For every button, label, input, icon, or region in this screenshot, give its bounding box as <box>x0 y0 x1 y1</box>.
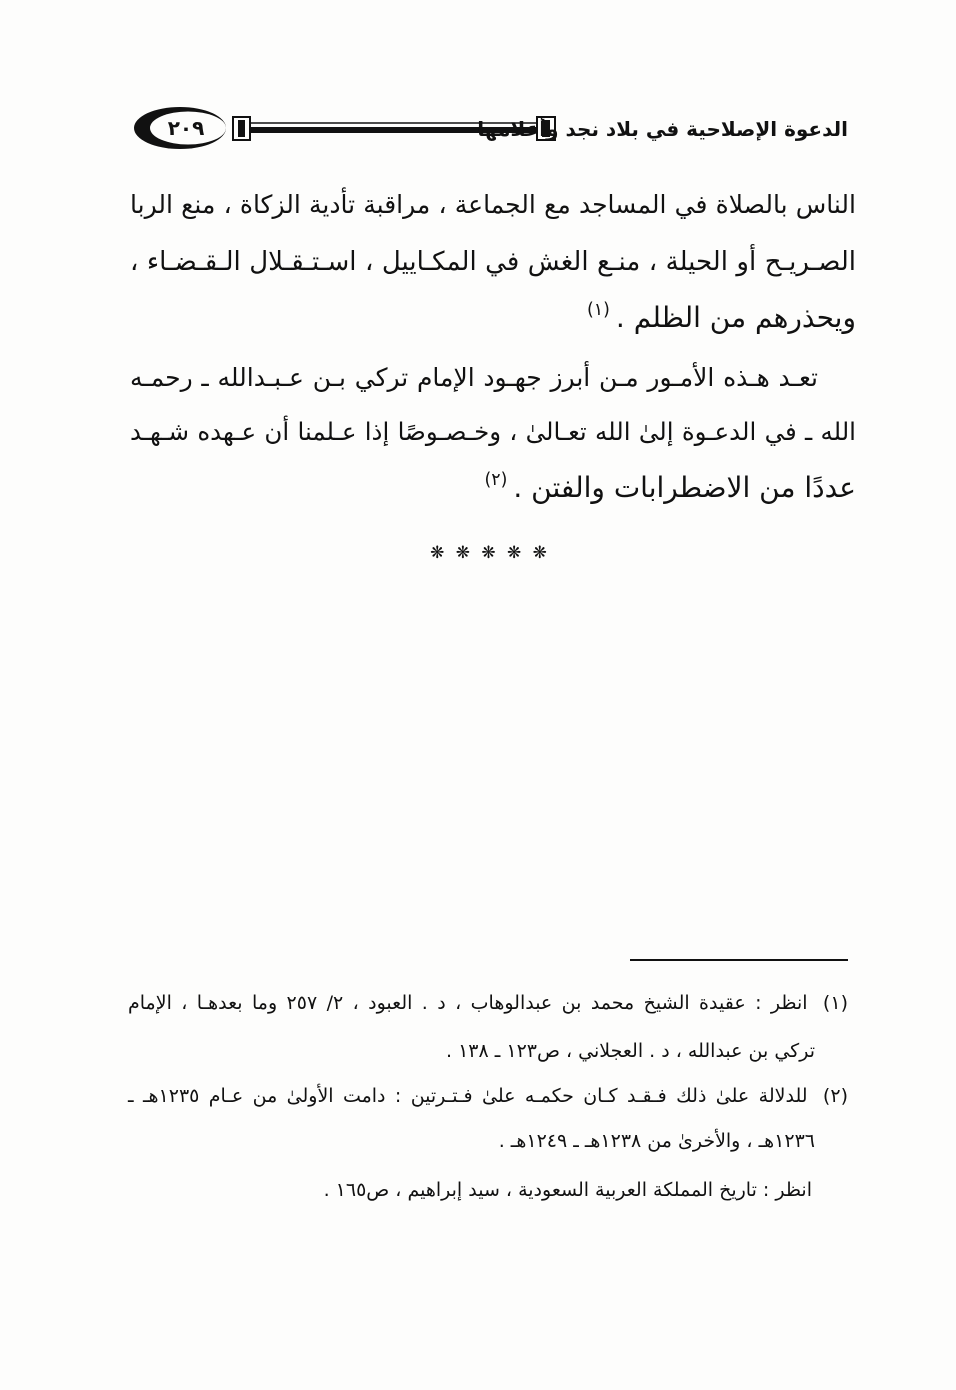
footnote-ref-1: (١) <box>587 299 610 320</box>
footnote-2-text: للدلالة علىٰ ذلك فـقـد كـان حكمـه علىٰ فـتـرتين : دامت الأولىٰ من عـام ١٢٣٥هـ ـ <box>128 1085 808 1107</box>
paragraph-2-line-1: تعـد هـذه الأمـور مـن أبرز جهـود الإمام تركي بـن عـبـدالله ـ رحمـه <box>130 363 818 392</box>
paragraph-2-line-3-text: عددًا من الاضطرابات والفتن . <box>513 471 856 504</box>
paragraph-1-line-3 <box>130 298 856 338</box>
footnote-1-line-1 <box>128 989 848 1017</box>
rule-end-box-left-bar <box>238 120 245 137</box>
page-number: ٢٠٩ <box>167 116 205 140</box>
running-title: الدعوة الإصلاحية في بلاد نجد وأعلامها <box>477 117 848 141</box>
section-break-stars: ❋ ❋ ❋ ❋ ❋ <box>430 543 550 563</box>
paragraph-1-line-3-text: ويحذرهم من الظلم . <box>615 301 856 334</box>
footnote-2-line-3: انظر : تاريخ المملكة العربية السعودية ، سيد إبراهيم ، ص١٦٥ . <box>323 1179 812 1201</box>
footnote-2-line-1 <box>128 1082 848 1110</box>
paragraph-2-line-3 <box>130 468 856 508</box>
footnote-separator <box>630 959 848 961</box>
footnote-ref-2: (٢) <box>484 469 508 490</box>
paragraph-1-line-2: الصـريـح أو الحيلة ، منـع الغش في المكـاييل ، اسـتـقـلال الـقـضـاء ، <box>130 247 856 277</box>
running-header-ornament <box>0 0 956 170</box>
footnote-1-line-2: تركي بن عبدالله ، د . العجلاني ، ص١٢٣ ـ ١٣٨ . <box>445 1040 815 1062</box>
footnote-2-marker: (٢) <box>822 1085 848 1107</box>
footnote-1-text: انظر : عقيدة الشيخ محمد بن عبدالوهاب ، د . العبود ، ٢/ ٢٥٧ وما بعدهـا ، الإمام <box>128 992 808 1014</box>
paragraph-1-line-1: الناس بالصلاة في المساجد مع الجماعة ، مراقبة تأدية الزكاة ، منع الربا <box>130 190 856 219</box>
footnote-1-marker: (١) <box>822 992 848 1014</box>
paragraph-2-line-2: الله ـ في الدعـوة إلىٰ الله تعـالىٰ ، وخـصـوصًا إذا عـلمنا أن عـهده شـهـد <box>130 417 856 446</box>
footnote-2-line-2: ١٢٣٦هـ ، والأخرىٰ من ١٢٣٨هـ ـ ١٢٤٩هـ . <box>498 1130 815 1152</box>
